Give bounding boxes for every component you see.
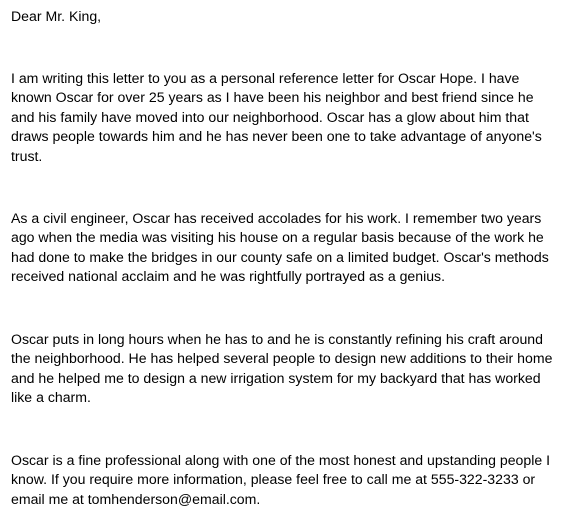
- text-line: had done to make the bridges in our county safe on a limited budget. Oscar's methods: [11, 248, 549, 265]
- text-line: known Oscar for over 25 years as I have been his neighbor and best friend since he: [11, 89, 534, 106]
- text-line: Oscar puts in long hours when he has to and he is constantly refining his craft around: [11, 331, 543, 347]
- text-line: like a charm.: [11, 389, 91, 406]
- text-line: I am writing this letter to you as a personal reference letter for Oscar Hope. I have: [11, 70, 520, 86]
- paragraph-4: [11, 451, 550, 509]
- text-line: email me at tomhenderson@email.com.: [11, 490, 261, 507]
- text-line: and he helped me to design a new irrigation system for my backyard that has worked: [11, 369, 541, 386]
- text-line: draws people towards him and he has never been one to take advantage of anyone's: [11, 128, 542, 145]
- text-line: and his family have moved into our neighborhood. Oscar has a glow about him that: [11, 108, 529, 125]
- text-line: Oscar is a fine professional along with one of the most honest and upstanding people I: [11, 452, 551, 468]
- text-line: the neighborhood. He has helped several people to design new additions to their home: [11, 350, 553, 367]
- text-line: received national acclaim and he was rightfully portrayed as a genius.: [11, 268, 446, 285]
- text-line: trust.: [11, 147, 43, 164]
- salutation: Dear Mr. King,: [11, 8, 102, 24]
- paragraph-3: [11, 330, 552, 408]
- text-line: know. If you require more information, please feel free to call me at 555-322-3233 or: [11, 471, 536, 488]
- paragraph-2: [11, 209, 549, 287]
- text-line: ago when the media was visiting his house on a regular basis because of the work he: [11, 229, 544, 246]
- text-line: As a civil engineer, Oscar has received accolades for his work. I remember two years: [11, 210, 542, 226]
- paragraph-1: [11, 69, 542, 166]
